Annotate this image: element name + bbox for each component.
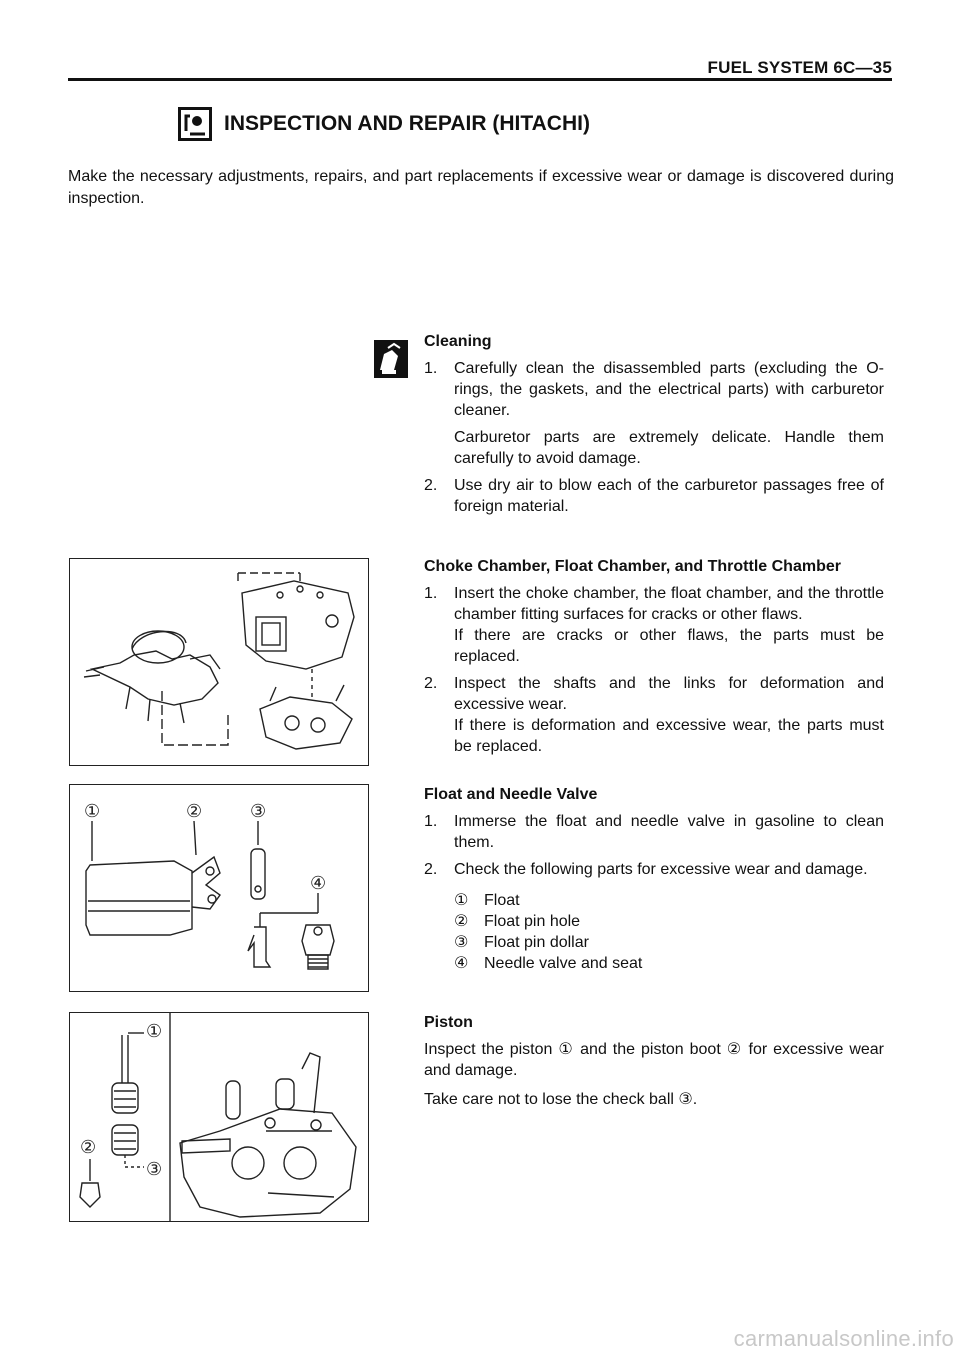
piston-assembly-figure bbox=[69, 1012, 369, 1222]
inspection-icon bbox=[178, 107, 212, 141]
piston-paragraph-1: Inspect the piston ① and the piston boot ② for excessive wear and damage. bbox=[424, 1041, 884, 1079]
part-item: ① Float bbox=[454, 892, 520, 909]
float-section bbox=[424, 784, 884, 974]
float-needle-valve-figure bbox=[69, 784, 369, 992]
callout-2: ② bbox=[186, 801, 203, 822]
callout-piston-2: ② bbox=[80, 1137, 97, 1158]
part-item: ② Float pin hole bbox=[454, 913, 581, 930]
cleaning-note: Carburetor parts are extremely delicate. Handle them carefully to avoid damage. bbox=[454, 429, 884, 467]
part-item: ③ Float pin dollar bbox=[454, 934, 589, 951]
callout-piston-3: ③ bbox=[146, 1159, 163, 1180]
callout-4: ④ bbox=[310, 873, 327, 894]
list-item: 2. Check the following parts for excessive wear and damage. bbox=[424, 861, 868, 878]
piston-illustration bbox=[70, 1013, 368, 1221]
part-item: ④ Needle valve and seat bbox=[454, 955, 643, 972]
chambers-note-2: If there is deformation and excessive wear, the parts must be replaced. bbox=[454, 717, 884, 755]
callout-3: ③ bbox=[250, 801, 267, 822]
list-item: 2. Inspect the shafts and the links for deformation and excessive wear. bbox=[424, 675, 884, 713]
callout-piston-1: ① bbox=[146, 1021, 163, 1042]
list-item: 1. Insert the choke chamber, the float chamber, and the throttle chamber fitting surfaces for cracks or other flaws. bbox=[424, 585, 884, 623]
cleaning-icon bbox=[374, 340, 408, 378]
carburetor-assembly-figure bbox=[69, 558, 369, 766]
float-heading: Float and Needle Valve bbox=[424, 786, 598, 803]
float-needle-illustration bbox=[70, 785, 368, 991]
page-title: INSPECTION AND REPAIR (HITACHI) bbox=[224, 112, 590, 135]
list-item: 1. Immerse the float and needle valve in gasoline to clean them. bbox=[424, 813, 884, 851]
header-rule bbox=[68, 78, 892, 81]
piston-paragraph-2: Take care not to lose the check ball ③. bbox=[424, 1091, 698, 1108]
chambers-heading: Choke Chamber, Float Chamber, and Throttle Chamber bbox=[424, 558, 841, 575]
list-item: 1. Carefully clean the disassembled parts (excluding the O-rings, the gaskets, and the electrical parts) with carburetor cleaner. bbox=[424, 360, 884, 419]
watermark-footer: carmanualsonline.info bbox=[733, 1326, 954, 1351]
list-item: 2. Use dry air to blow each of the carburetor passages free of foreign material. bbox=[424, 477, 884, 515]
intro-paragraph: Make the necessary adjustments, repairs, and part replacements if excessive wear or damage is discovered during inspection. bbox=[68, 168, 894, 207]
callout-1: ① bbox=[84, 801, 101, 822]
page-header: FUEL SYSTEM 6C—35 bbox=[707, 58, 892, 77]
piston-heading: Piston bbox=[424, 1014, 473, 1031]
cleaning-heading: Cleaning bbox=[424, 333, 492, 350]
carburetor-illustration bbox=[70, 559, 368, 765]
chambers-note-1: If there are cracks or other flaws, the parts must be replaced. bbox=[454, 627, 884, 665]
cleaning-section bbox=[424, 331, 884, 523]
chambers-section bbox=[424, 556, 884, 763]
piston-section bbox=[424, 1012, 884, 1118]
